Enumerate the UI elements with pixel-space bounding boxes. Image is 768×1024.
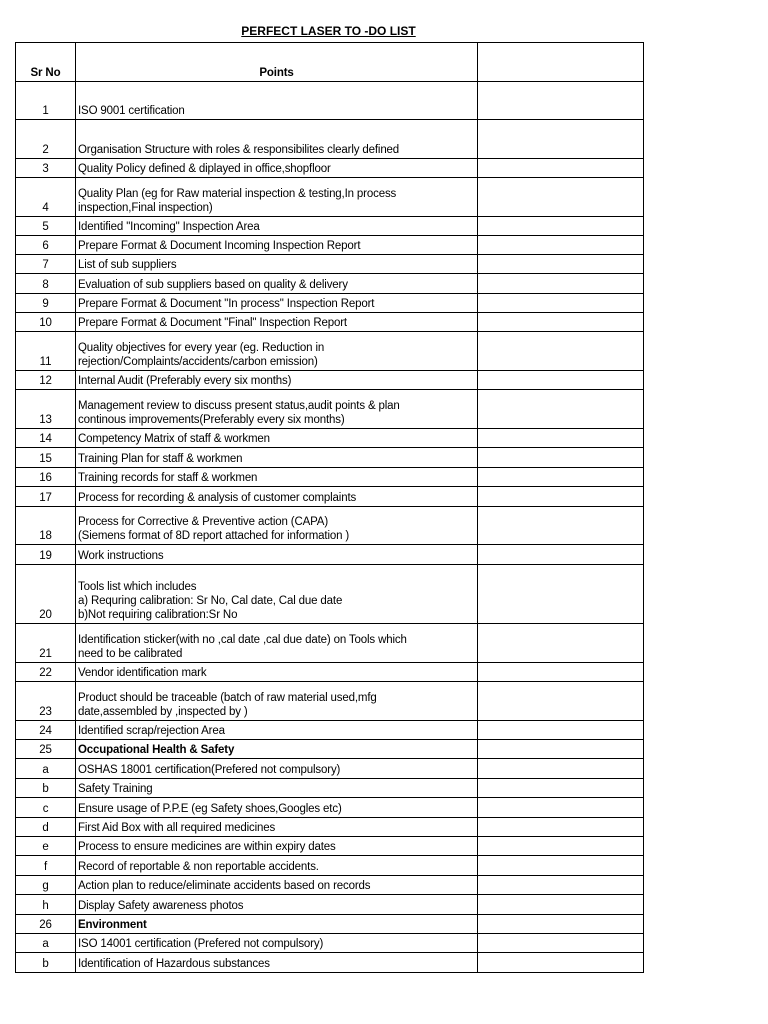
row-point-line: Prepare Format & Document "Final" Inspection Report [78, 317, 347, 329]
table-row [16, 371, 644, 390]
table-row [16, 895, 644, 915]
row-sr-no: e [16, 837, 76, 856]
row-point [76, 798, 478, 818]
row-point-line: List of sub suppliers [78, 259, 177, 271]
table-row [16, 313, 644, 332]
row-sr-no: g [16, 876, 76, 895]
row-point [76, 895, 478, 915]
row-point-line: First Aid Box with all required medicines [78, 822, 276, 834]
row-point-line: Evaluation of sub suppliers based on quality & delivery [78, 279, 348, 291]
row-remarks-cell [478, 915, 644, 934]
row-point-line: Occupational Health & Safety [78, 744, 235, 756]
row-remarks-cell [478, 779, 644, 798]
row-sr-no: 22 [16, 663, 76, 682]
row-sr-no: 19 [16, 545, 76, 565]
row-point [76, 294, 478, 313]
row-point [76, 682, 478, 721]
row-point [76, 468, 478, 487]
table-row [16, 759, 644, 779]
row-point-line: Quality Policy defined & diplayed in office,shopfloor [78, 163, 331, 175]
row-sr-no: 17 [16, 487, 76, 507]
row-point [76, 856, 478, 876]
row-sr-no: 2 [16, 120, 76, 159]
row-remarks-cell [478, 255, 644, 274]
row-sr-no: 24 [16, 721, 76, 740]
row-point-line: Work instructions [78, 550, 164, 562]
row-point-line: Process for Corrective & Preventive action (CAPA) [78, 516, 328, 528]
table-row [16, 159, 644, 178]
row-point [76, 120, 478, 159]
row-sr-no: 25 [16, 740, 76, 759]
row-point [76, 818, 478, 837]
todo-table [15, 42, 644, 973]
table-row [16, 682, 644, 721]
row-point-line: OSHAS 18001 certification(Prefered not compulsory) [78, 764, 341, 776]
row-point [76, 565, 478, 624]
row-remarks-cell [478, 507, 644, 545]
row-point-line: Process for recording & analysis of customer complaints [78, 492, 357, 504]
row-sr-no: 14 [16, 429, 76, 448]
row-remarks-cell [478, 487, 644, 507]
row-point-line: need to be calibrated [78, 648, 183, 660]
row-sr-no: h [16, 895, 76, 915]
row-sr-no: 12 [16, 371, 76, 390]
row-point-line: Prepare Format & Document Incoming Inspection Report [78, 240, 361, 252]
table-row [16, 217, 644, 236]
row-point [76, 624, 478, 663]
table-row [16, 178, 644, 217]
row-point-line: Internal Audit (Preferably every six months) [78, 375, 292, 387]
table-row [16, 390, 644, 429]
row-point-line: Competency Matrix of staff & workmen [78, 433, 270, 445]
row-sr-no: c [16, 798, 76, 818]
row-point [76, 332, 478, 371]
row-point-line: Safety Training [78, 783, 153, 795]
row-remarks-cell [478, 876, 644, 895]
row-point-line: Ensure usage of P.P.E (eg Safety shoes,Googles etc) [78, 803, 342, 815]
document-title: PERFECT LASER TO -DO LIST [241, 24, 416, 38]
row-sr-no: 13 [16, 390, 76, 429]
row-point-line: Display Safety awareness photos [78, 900, 244, 912]
row-point [76, 448, 478, 468]
row-sr-no: 5 [16, 217, 76, 236]
row-point-line: Organisation Structure with roles & responsibilites clearly defined [78, 144, 400, 156]
row-point-line: (Siemens format of 8D report attached for information ) [78, 530, 350, 542]
row-point-line: ISO 9001 certification [78, 105, 185, 117]
row-sr-no: f [16, 856, 76, 876]
row-point-line: Vendor identification mark [78, 667, 207, 679]
row-remarks-cell [478, 371, 644, 390]
row-sr-no: 6 [16, 236, 76, 255]
row-point-line: Quality objectives for every year (eg. Reduction in [78, 342, 325, 354]
table-row [16, 721, 644, 740]
row-point [76, 759, 478, 779]
row-point-line: inspection,Final inspection) [78, 202, 213, 214]
row-point [76, 274, 478, 294]
row-sr-no: 21 [16, 624, 76, 663]
table-row [16, 565, 644, 624]
row-sr-no: 3 [16, 159, 76, 178]
row-sr-no: 11 [16, 332, 76, 371]
row-remarks-cell [478, 236, 644, 255]
row-sr-no: a [16, 759, 76, 779]
row-remarks-cell [478, 663, 644, 682]
row-sr-no: 8 [16, 274, 76, 294]
row-remarks-cell [478, 429, 644, 448]
table-row [16, 255, 644, 274]
row-point [76, 953, 478, 973]
row-point [76, 779, 478, 798]
row-sr-no: 23 [16, 682, 76, 721]
row-sr-no: 20 [16, 565, 76, 624]
row-point-line: Identification of Hazardous substances [78, 958, 270, 970]
row-sr-no: 18 [16, 507, 76, 545]
row-point [76, 663, 478, 682]
row-point [76, 178, 478, 217]
row-sr-no: 15 [16, 448, 76, 468]
row-remarks-cell [478, 390, 644, 429]
table-row [16, 429, 644, 448]
row-point-line: ISO 14001 certification (Prefered not compulsory) [78, 938, 324, 950]
row-remarks-cell [478, 159, 644, 178]
table-row [16, 448, 644, 468]
row-sr-no: 26 [16, 915, 76, 934]
table-row [16, 915, 644, 934]
row-remarks-cell [478, 294, 644, 313]
row-sr-no: b [16, 779, 76, 798]
row-sr-no: 4 [16, 178, 76, 217]
row-point-line: Record of reportable & non reportable accidents. [78, 861, 319, 873]
row-point-line: date,assembled by ,inspected by ) [78, 706, 248, 718]
row-point-line: continous improvements(Preferably every six months) [78, 414, 345, 426]
row-remarks-cell [478, 759, 644, 779]
row-remarks-cell [478, 448, 644, 468]
table-row [16, 663, 644, 682]
table-row [16, 507, 644, 545]
header-points: Points [76, 43, 478, 82]
row-sr-no: 10 [16, 313, 76, 332]
row-point [76, 159, 478, 178]
row-sr-no: 16 [16, 468, 76, 487]
row-point [76, 82, 478, 120]
row-remarks-cell [478, 682, 644, 721]
table-row [16, 332, 644, 371]
header-row [16, 43, 644, 82]
row-point [76, 429, 478, 448]
row-point-line: Tools list which includes [78, 581, 197, 593]
row-point-line: Action plan to reduce/eliminate accidents based on records [78, 880, 371, 892]
row-remarks-cell [478, 837, 644, 856]
row-point-line: rejection/Complaints/accidents/carbon emission) [78, 356, 318, 368]
row-point-line: Identified scrap/rejection Area [78, 725, 225, 737]
row-remarks-cell [478, 953, 644, 973]
row-sr-no: d [16, 818, 76, 837]
table-row [16, 624, 644, 663]
table-row [16, 798, 644, 818]
header-sr-no: Sr No [16, 43, 76, 82]
row-point-line: Quality Plan (eg for Raw material inspection & testing,In process [78, 188, 397, 200]
row-remarks-cell [478, 332, 644, 371]
table-row [16, 82, 644, 120]
header-remarks [478, 43, 644, 82]
row-remarks-cell [478, 624, 644, 663]
row-point [76, 487, 478, 507]
row-point [76, 507, 478, 545]
table-row [16, 837, 644, 856]
row-point [76, 934, 478, 953]
table-row [16, 779, 644, 798]
row-remarks-cell [478, 798, 644, 818]
row-remarks-cell [478, 313, 644, 332]
row-remarks-cell [478, 178, 644, 217]
row-point-line: Identification sticker(with no ,cal date ,cal due date) on Tools which [78, 634, 407, 646]
row-point [76, 876, 478, 895]
row-point-line: Product should be traceable (batch of raw material used,mfg [78, 692, 377, 704]
row-point [76, 740, 478, 759]
table-body [16, 82, 644, 973]
row-point-line: Process to ensure medicines are within expiry dates [78, 841, 336, 853]
table-row [16, 468, 644, 487]
row-point-line: Training records for staff & workmen [78, 472, 258, 484]
row-remarks-cell [478, 721, 644, 740]
table-row [16, 740, 644, 759]
row-remarks-cell [478, 565, 644, 624]
row-remarks-cell [478, 274, 644, 294]
row-point [76, 837, 478, 856]
row-sr-no: b [16, 953, 76, 973]
table-row [16, 818, 644, 837]
row-remarks-cell [478, 740, 644, 759]
row-point [76, 236, 478, 255]
row-point [76, 721, 478, 740]
row-point [76, 313, 478, 332]
row-remarks-cell [478, 818, 644, 837]
row-remarks-cell [478, 82, 644, 120]
row-remarks-cell [478, 934, 644, 953]
row-sr-no: 1 [16, 82, 76, 120]
row-sr-no: 7 [16, 255, 76, 274]
table-row [16, 487, 644, 507]
row-sr-no: 9 [16, 294, 76, 313]
table-row [16, 120, 644, 159]
row-point [76, 371, 478, 390]
row-point-line: Training Plan for staff & workmen [78, 453, 243, 465]
table-row [16, 953, 644, 973]
row-point [76, 255, 478, 274]
row-point [76, 545, 478, 565]
row-point [76, 217, 478, 236]
row-point [76, 915, 478, 934]
row-remarks-cell [478, 856, 644, 876]
table-row [16, 545, 644, 565]
row-remarks-cell [478, 120, 644, 159]
row-point-line: Identified "Incoming" Inspection Area [78, 221, 260, 233]
table-row [16, 274, 644, 294]
row-point-line: Environment [78, 919, 147, 931]
row-point-line: Management review to discuss present status,audit points & plan [78, 400, 400, 412]
table-row [16, 236, 644, 255]
row-remarks-cell [478, 468, 644, 487]
table-row [16, 876, 644, 895]
row-remarks-cell [478, 895, 644, 915]
table-row [16, 856, 644, 876]
row-point-line: Prepare Format & Document "In process" Inspection Report [78, 298, 375, 310]
row-sr-no: a [16, 934, 76, 953]
table-row [16, 294, 644, 313]
table-row [16, 934, 644, 953]
row-point-line: b)Not requiring calibration:Sr No [78, 609, 238, 621]
row-point-line: a) Requring calibration: Sr No, Cal date, Cal due date [78, 595, 343, 607]
row-point [76, 390, 478, 429]
row-remarks-cell [478, 545, 644, 565]
row-remarks-cell [478, 217, 644, 236]
